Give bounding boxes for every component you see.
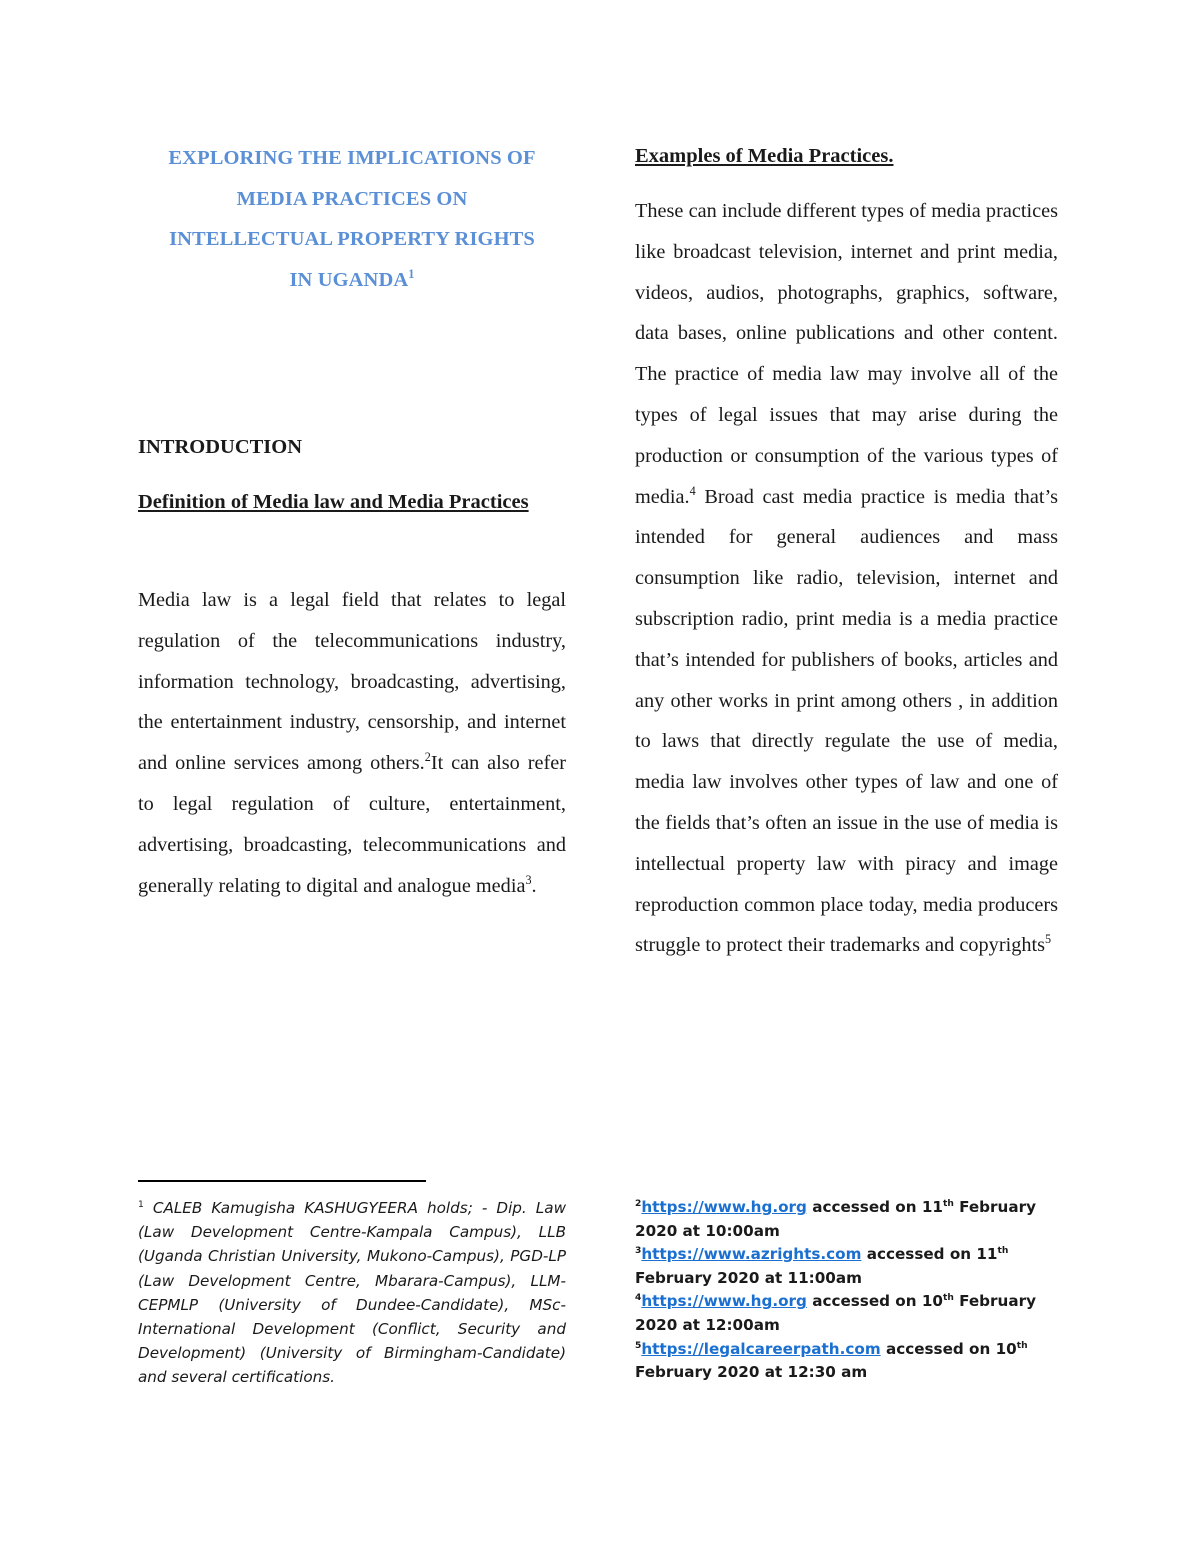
examples-paragraph <box>635 191 1058 966</box>
footnote-2-ordinal: th <box>942 1198 954 1209</box>
footnote-2-number: 2 <box>635 1198 642 1209</box>
examples-heading: Examples of Media Practices. <box>635 145 894 167</box>
footnote-2-mid: accessed on 11 <box>806 1198 943 1216</box>
definition-text-2: It can also refer to legal regulation of culture, entertainment, advertising, broadcasting, telecommunications and generally relating to digital and analogue media <box>138 752 566 897</box>
footnote-4-rest: February 2020 at 12:00am <box>635 1292 1036 1334</box>
footnote-ref-1: 1 <box>408 266 415 281</box>
footnote-3-link[interactable]: https://www.azrights.com <box>641 1245 862 1264</box>
footnote-2 <box>635 1196 1060 1243</box>
footnote-5-rest: February 2020 at 12:30 am <box>635 1363 868 1382</box>
footnote-5-link[interactable]: https://legalcareerpath.com <box>641 1339 881 1358</box>
definition-heading: Definition of Media law and Media Practices <box>138 491 529 513</box>
footnote-4-number: 4 <box>635 1293 642 1304</box>
introduction-heading: INTRODUCTION <box>138 436 303 458</box>
examples-text-1: These can include different types of media practices like broadcast television, internet and print media, videos, audios, photographs, graphics, software, data bases, online publications and other content. The practice of media law may involve all of the types of legal issues that may arise during the production or consumption of the various types of media. <box>635 200 1058 508</box>
title-line-2: MEDIA PRACTICES ON <box>236 187 468 210</box>
title-line-4-text: IN UGANDA <box>289 268 409 291</box>
footnote-5-number: 5 <box>635 1340 642 1351</box>
title-line-3: INTELLECTUAL PROPERTY RIGHTS <box>169 228 535 250</box>
footnote-5-mid: accessed on 10 <box>880 1339 1017 1358</box>
document-title <box>138 138 566 300</box>
footnote-1-text: CALEB Kamugisha KASHUGYEERA holds; - Dip. Law (Law Development Centre-Kampala Campus), LLB (Uganda Christian University, Mukono-Campus), PGD-LP (Law Development Centre, Mbarara-Campus), LLM-CEPMLP (University of Dundee-Candidate), MSc-International Development (Conflict, Security and Development) (University of Birmingham-Candidate) and several certifications. <box>138 1199 566 1387</box>
definition-text-end: . <box>531 874 537 897</box>
examples-text-2: Broad cast media practice is media that’s intended for general audiences and mass consumption like radio, television, internet and subscription radio, print media is a media practice that’s intended for publishers of books, articles and any other works in print among others , in addition to laws that directly regulate the use of media, media law involves other types of law and one of the fields that’s often an issue in the use of media is intellectual property law with piracy and image reproduction common place today, media producers struggle to protect their trademarks and copyrights <box>635 485 1058 957</box>
footnote-3-number: 3 <box>635 1246 642 1257</box>
footnote-3 <box>635 1243 1060 1290</box>
footnote-separator <box>138 1180 426 1182</box>
title-line-1: EXPLORING THE IMPLICATIONS OF <box>168 147 536 169</box>
definition-paragraph <box>138 580 566 906</box>
footnote-4-ordinal: th <box>942 1293 954 1304</box>
footnote-ref-2: 2 <box>424 750 431 765</box>
footnote-ref-4: 4 <box>689 483 696 498</box>
footnote-3-mid: accessed on 11 <box>861 1245 998 1264</box>
footnote-3-rest: February 2020 at 11:00am <box>635 1268 862 1287</box>
footnotes-right <box>635 1196 1060 1385</box>
footnote-5 <box>635 1338 1060 1385</box>
definition-text-1: Media law is a legal field that relates to legal regulation of the telecommunications industry, information technology, broadcasting, advertising, the entertainment industry, censorship, and internet and online services among others. <box>138 589 566 775</box>
footnote-3-ordinal: th <box>997 1246 1009 1257</box>
footnote-ref-3: 3 <box>525 872 532 887</box>
footnote-1-number: 1 <box>138 1199 144 1210</box>
footnote-4-link[interactable]: https://www.hg.org <box>641 1292 807 1311</box>
footnote-ref-5: 5 <box>1045 932 1052 947</box>
footnote-5-ordinal: th <box>1016 1340 1028 1351</box>
footnote-2-rest: February 2020 at 10:00am <box>635 1198 1036 1240</box>
footnote-4 <box>635 1290 1060 1337</box>
footnote-4-mid: accessed on 10 <box>806 1292 943 1311</box>
footnote-1 <box>138 1196 566 1390</box>
title-line-4 <box>138 260 566 301</box>
footnote-2-link[interactable]: https://www.hg.org <box>641 1198 807 1216</box>
